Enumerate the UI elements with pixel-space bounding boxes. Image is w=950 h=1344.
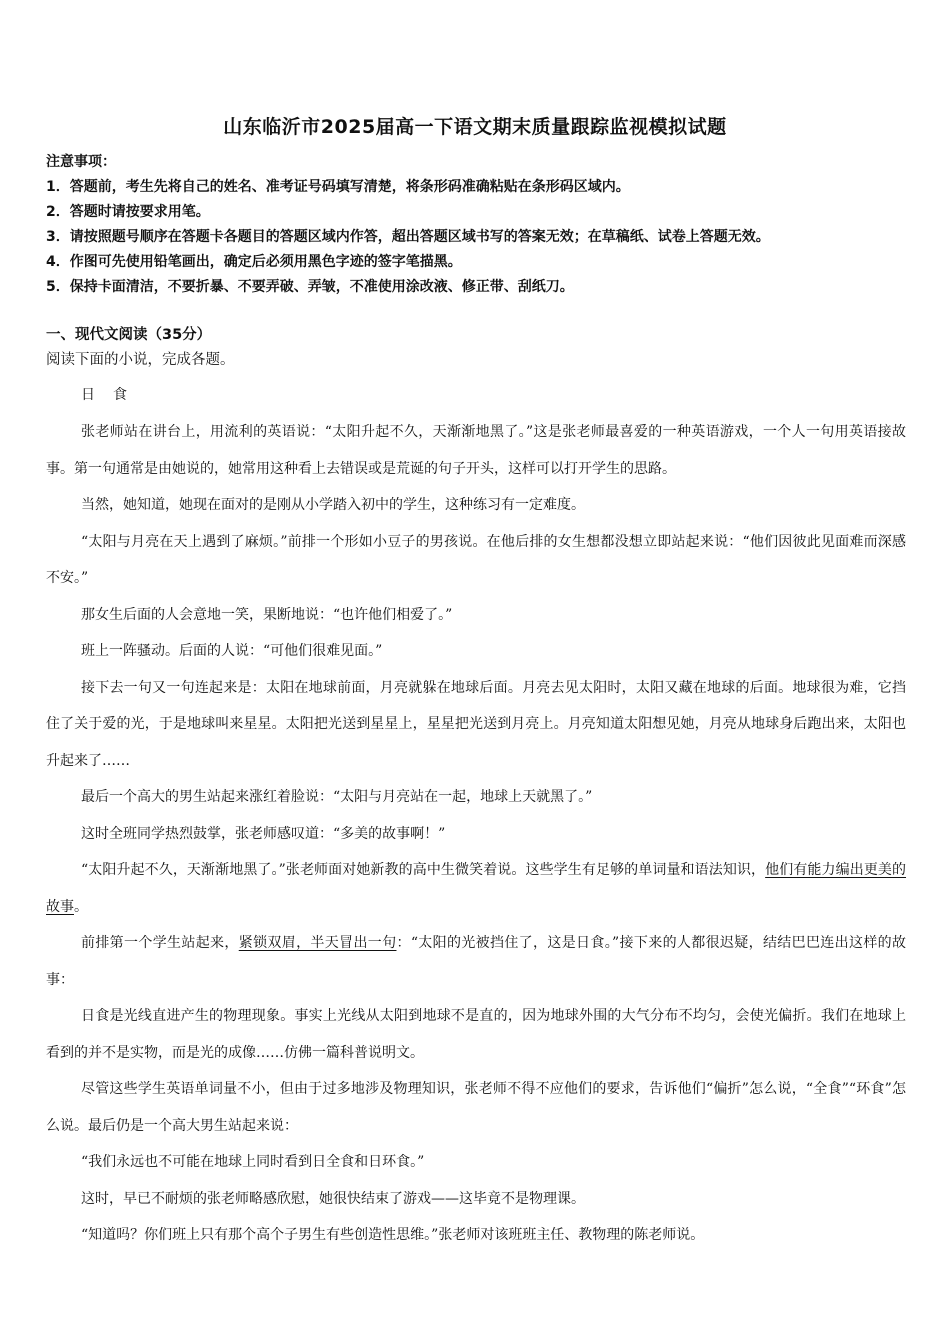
paragraph-text: “太阳的光被挡住了，这是日食。”接下来的人都很迟疑，结结巴巴连出这样的故事： xyxy=(46,935,907,988)
story-paragraph: 日食是光线直进产生的物理现象。事实上光线从太阳到地球不是直的，因为地球外围的大气分布不均匀，会使光偏折。我们在地球上看到的并不是实物，而是光的成像……仿佛一篇科普说明文。 xyxy=(46,1008,906,1061)
punctuation: 。 xyxy=(74,898,88,915)
story-paragraph: 张老师站在讲台上，用流利的英语说：“太阳升起不久，天渐渐地黑了。”这是张老师最喜爱的一种英语游戏，一个人一句用英语接故事。第一句通常是由她说的，她常用这种看上去错误或是荒诞的句子开头，这样可以打开学生的思路。 xyxy=(46,424,906,477)
paragraph-text: 前排第一个学生站起来， xyxy=(81,935,239,951)
story-paragraph: 这时，早已不耐烦的张老师略感欣慰，她很快结束了游戏——这毕竟不是物理课。 xyxy=(81,1190,585,1207)
story-paragraph: 班上一阵骚动。后面的人说：“可他们很难见面。” xyxy=(81,643,383,659)
underlined-phrase-ability: 他们有能力编出更美的故事 xyxy=(46,862,907,915)
story-paragraph xyxy=(46,852,906,925)
notice-item: 5．保持卡面清洁，不要折暴、不要弄破、弄皱，不准使用涂改液、修正带、刮纸刀。 xyxy=(46,279,574,295)
story-paragraph xyxy=(46,925,906,998)
underlined-phrase-frown: 紧锁双眉，半天冒出一句 xyxy=(238,935,397,951)
notice-item: 1．答题前，考生先将自己的姓名、准考证号码填写清楚，将条形码准确粘贴在条形码区域内。 xyxy=(46,179,630,195)
punctuation: ： xyxy=(396,935,411,951)
section-heading: 一、现代文阅读（35分） xyxy=(46,327,212,343)
paragraph-text: “太阳升起不久，天渐渐地黑了。”张老师面对她新教的高中生微笑着说。这些学生有足够的单词量和语法知识， xyxy=(81,862,766,878)
reading-instruction: 阅读下面的小说，完成各题。 xyxy=(46,352,235,368)
exam-title: 山东临沂市2025届高一下语文期末质量跟踪监视模拟试题 xyxy=(223,116,727,138)
notice-heading: 注意事项： xyxy=(46,154,116,170)
story-title: 日食 xyxy=(81,387,145,403)
story-paragraph: 接下去一句又一句连起来是：太阳在地球前面，月亮就躲在地球后面。月亮去见太阳时，太阳又藏在地球的后面。地球很为难，它挡住了关于爱的光，于是地球叫来星星。太阳把光送到星星上，星星把光送到月亮上。月亮知道太阳想见她，月亮从地球身后跑出来，太阳也升起来了…… xyxy=(46,679,906,769)
story-paragraph: “我们永远也不可能在地球上同时看到日全食和日环食。” xyxy=(81,1154,425,1170)
story-body xyxy=(46,414,906,1254)
notice-item: 3．请按照题号顺序在答题卡各题目的答题区域内作答，超出答题区域书写的答案无效；在草稿纸、试卷上答题无效。 xyxy=(46,229,770,245)
notice-item: 2．答题时请按要求用笔。 xyxy=(46,204,210,220)
story-paragraph: 尽管这些学生英语单词量不小，但由于过多地涉及物理知识，张老师不得不应他们的要求，告诉他们“偏折”怎么说，“全食”“环食”怎么说。最后仍是一个高大男生站起来说： xyxy=(46,1081,906,1134)
notice-block xyxy=(46,150,926,300)
story-paragraph: 这时全班同学热烈鼓掌，张老师感叹道：“多美的故事啊！” xyxy=(81,825,446,842)
notice-item: 4．作图可先使用铅笔画出，确定后必须用黑色字迹的签字笔描黑。 xyxy=(46,254,462,270)
story-paragraph: “知道吗？你们班上只有那个高个子男生有些创造性思维。”张老师对该班班主任、教物理的陈老师说。 xyxy=(81,1227,705,1243)
story-paragraph: “太阳与月亮在天上遇到了麻烦。”前排一个形如小豆子的男孩说。在他后排的女生想都没想立即站起来说：“他们因彼此见面难而深感不安。” xyxy=(46,533,906,586)
story-paragraph: 当然，她知道，她现在面对的是刚从小学踏入初中的学生，这种练习有一定难度。 xyxy=(81,497,585,513)
story-paragraph: 最后一个高大的男生站起来涨红着脸说：“太阳与月亮站在一起，地球上天就黑了。” xyxy=(81,789,593,805)
story-paragraph: 那女生后面的人会意地一笑，果断地说：“也许他们相爱了。” xyxy=(81,606,453,623)
